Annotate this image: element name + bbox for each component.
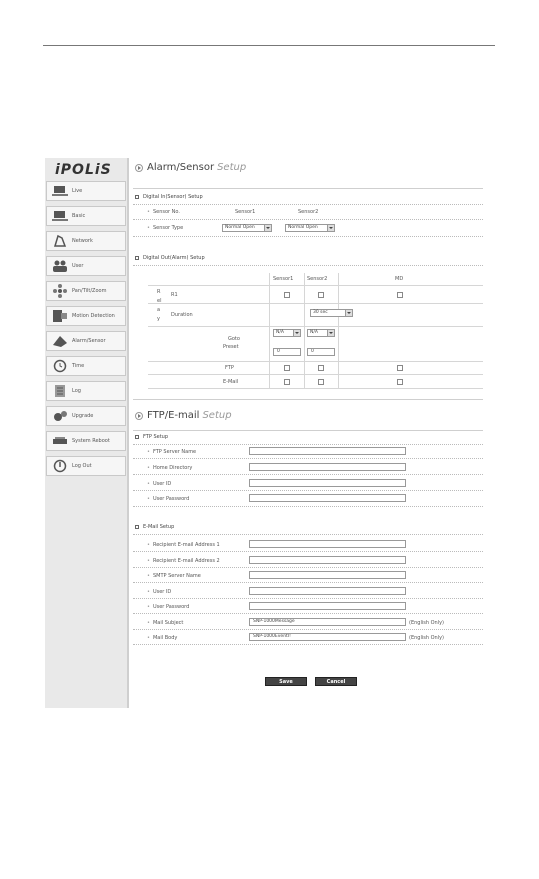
relay-vertical-label: Relay	[157, 289, 162, 322]
sidebar-item-log[interactable]	[46, 381, 126, 401]
ptz-icon	[52, 284, 68, 298]
sidebar-item-label: Log Out	[72, 463, 92, 469]
main-content	[133, 158, 495, 708]
page-top-rule	[43, 45, 495, 46]
divider	[133, 567, 483, 568]
preset-sensor2-input[interactable]: 0	[307, 348, 335, 356]
sensor2-type-select[interactable]: Normal Open	[285, 224, 335, 232]
sensor2-label: Sensor2	[298, 209, 319, 215]
alarm-icon	[52, 334, 68, 348]
email-user-id-label: • User ID	[147, 589, 172, 595]
grid-line	[148, 361, 483, 362]
ftp-md-checkbox[interactable]	[397, 365, 403, 371]
log-icon	[52, 384, 68, 398]
grid-line	[269, 273, 270, 388]
ftp-user-id-label: • User ID	[147, 481, 172, 487]
grid-line	[148, 388, 483, 389]
grid-line	[304, 273, 305, 388]
users-icon	[52, 259, 68, 273]
sidebar-item-label: Pan/Tilt/Zoom	[72, 288, 107, 294]
sidebar-item-label: Log	[72, 388, 81, 394]
grid-line	[148, 374, 483, 375]
divider	[133, 551, 483, 552]
col-sensor1: Sensor1	[273, 276, 294, 282]
sidebar-item-label: System Reboot	[72, 438, 110, 444]
sidebar-item-live[interactable]	[46, 181, 126, 201]
sidebar-item-label: Upgrade	[72, 413, 94, 419]
recipient-email-1-label: • Recipient E-mail Address 1	[147, 542, 220, 548]
mail-body-note: (English Only)	[409, 635, 444, 641]
email-sensor1-checkbox[interactable]	[284, 379, 290, 385]
ftp-row-label: FTP	[225, 365, 234, 371]
divider	[133, 598, 483, 599]
recipient-email-2-input[interactable]	[249, 556, 406, 564]
sensor1-label: Sensor1	[235, 209, 256, 215]
sidebar-item-motion-detection[interactable]	[46, 306, 126, 326]
save-button[interactable]: Save	[265, 677, 307, 686]
preset-label: Preset	[223, 344, 239, 350]
web-admin-frame	[45, 158, 495, 708]
goto-label: Goto	[228, 336, 240, 342]
arrow-circle-icon	[135, 412, 143, 420]
recipient-email-2-label: • Recipient E-mail Address 2	[147, 558, 220, 564]
sidebar-item-label: Live	[72, 188, 83, 194]
goto-sensor1-select[interactable]: N/A	[273, 329, 301, 337]
ipolis-logo: iPOLiS	[55, 162, 112, 178]
email-user-password-input[interactable]	[249, 602, 406, 610]
divider	[133, 534, 483, 535]
ftp-sensor1-checkbox[interactable]	[284, 365, 290, 371]
divider	[133, 444, 483, 445]
divider	[133, 236, 483, 237]
sidebar-item-label: Motion Detection	[72, 313, 115, 319]
mail-subject-note: (English Only)	[409, 620, 444, 626]
divider	[133, 430, 483, 431]
sidebar-item-label: Basic	[72, 213, 86, 219]
sidebar-item-alarm-sensor[interactable]	[46, 331, 126, 351]
divider	[133, 474, 483, 475]
sidebar-item-log-out[interactable]	[46, 456, 126, 476]
r1-sensor1-checkbox[interactable]	[284, 292, 290, 298]
divider	[133, 204, 483, 205]
sidebar-item-time[interactable]	[46, 356, 126, 376]
sidebar-item-user[interactable]	[46, 256, 126, 276]
divider	[133, 458, 483, 459]
r1-label: R1	[171, 292, 178, 298]
goto-sensor2-select[interactable]: N/A	[307, 329, 335, 337]
divider	[133, 265, 483, 266]
ftp-server-name-label: • FTP Server Name	[147, 449, 197, 455]
email-row-label: E-Mail	[223, 379, 239, 385]
divider	[133, 188, 483, 189]
square-bullet-icon	[135, 525, 139, 529]
arrow-circle-icon	[135, 164, 143, 172]
square-bullet-icon	[135, 435, 139, 439]
divider	[133, 219, 483, 220]
chevron-down-icon	[293, 330, 300, 336]
email-setup-header: E-Mail Setup	[135, 524, 174, 530]
divider	[133, 644, 483, 645]
digital-in-header: Digital In(Sensor) Setup	[135, 194, 203, 200]
divider	[133, 399, 483, 400]
reboot-icon	[52, 434, 68, 448]
sidebar-item-upgrade[interactable]	[46, 406, 126, 426]
ftp-sensor2-checkbox[interactable]	[318, 365, 324, 371]
divider	[133, 506, 483, 507]
sensor1-type-select[interactable]: Normal Open	[222, 224, 272, 232]
grid-line	[148, 285, 483, 286]
chevron-down-icon	[327, 225, 334, 231]
duration-select[interactable]: 30 sec	[310, 309, 353, 317]
sidebar-item-network[interactable]	[46, 231, 126, 251]
sensor-no-label: • Sensor No.	[147, 209, 180, 215]
mail-body-label: • Mail Body	[147, 635, 178, 641]
recipient-email-1-input[interactable]	[249, 540, 406, 548]
ftp-server-name-input[interactable]	[249, 447, 406, 455]
r1-md-checkbox[interactable]	[397, 292, 403, 298]
ftp-setup-header: FTP Setup	[135, 434, 168, 440]
preset-sensor1-input[interactable]: 0	[273, 348, 301, 356]
home-directory-label: • Home Directory	[147, 465, 193, 471]
grid-line	[338, 273, 339, 388]
divider	[133, 629, 483, 630]
sensor-type-label: • Sensor Type	[147, 225, 184, 231]
chevron-down-icon	[345, 310, 352, 316]
sidebar-item-basic[interactable]	[46, 206, 126, 226]
col-sensor2: Sensor2	[307, 276, 328, 282]
email-user-password-label: • User Password	[147, 604, 190, 610]
grid-line	[148, 326, 483, 327]
sidebar	[45, 158, 129, 708]
mail-subject-input[interactable]: SNP-1000Message	[249, 618, 406, 626]
chevron-down-icon	[264, 225, 271, 231]
monitor-icon	[52, 184, 68, 198]
sidebar-item-ptz[interactable]	[46, 281, 126, 301]
digital-out-header: Digital Out(Alarm) Setup	[135, 255, 205, 261]
duration-label: Duration	[171, 312, 193, 318]
grid-line	[148, 303, 483, 304]
divider	[133, 490, 483, 491]
home-directory-input[interactable]	[249, 463, 406, 471]
ftp-user-password-label: • User Password	[147, 496, 190, 502]
mail-subject-label: • Mail Subject	[147, 620, 184, 626]
logout-icon	[52, 459, 68, 473]
square-bullet-icon	[135, 256, 139, 260]
cancel-button[interactable]: Cancel	[315, 677, 357, 686]
email-user-id-input[interactable]	[249, 587, 406, 595]
sidebar-item-label: Time	[72, 363, 85, 369]
page-title-alarm-sensor: Alarm/Sensor Setup	[135, 162, 246, 173]
network-icon	[52, 234, 68, 248]
sidebar-item-system-reboot[interactable]	[46, 431, 126, 451]
email-sensor2-checkbox[interactable]	[318, 379, 324, 385]
sidebar-item-label: Alarm/Sensor	[72, 338, 106, 344]
mail-body-input[interactable]: SNP-1000EventI!	[249, 633, 406, 641]
ftp-user-id-input[interactable]	[249, 479, 406, 487]
monitor-icon	[52, 209, 68, 223]
page-title-ftp-email: FTP/E-mail Setup	[135, 410, 232, 421]
square-bullet-icon	[135, 195, 139, 199]
ftp-user-password-input[interactable]	[249, 494, 406, 502]
divider	[133, 582, 483, 583]
gear-icon	[52, 409, 68, 423]
sidebar-item-label: User	[72, 263, 84, 269]
email-md-checkbox[interactable]	[397, 379, 403, 385]
motion-icon	[52, 309, 68, 323]
chevron-down-icon	[327, 330, 334, 336]
sidebar-item-label: Network	[72, 238, 93, 244]
col-md: MD	[395, 276, 404, 282]
smtp-server-name-label: • SMTP Server Name	[147, 573, 201, 579]
clock-icon	[52, 359, 68, 373]
r1-sensor2-checkbox[interactable]	[318, 292, 324, 298]
divider	[133, 613, 483, 614]
smtp-server-name-input[interactable]	[249, 571, 406, 579]
